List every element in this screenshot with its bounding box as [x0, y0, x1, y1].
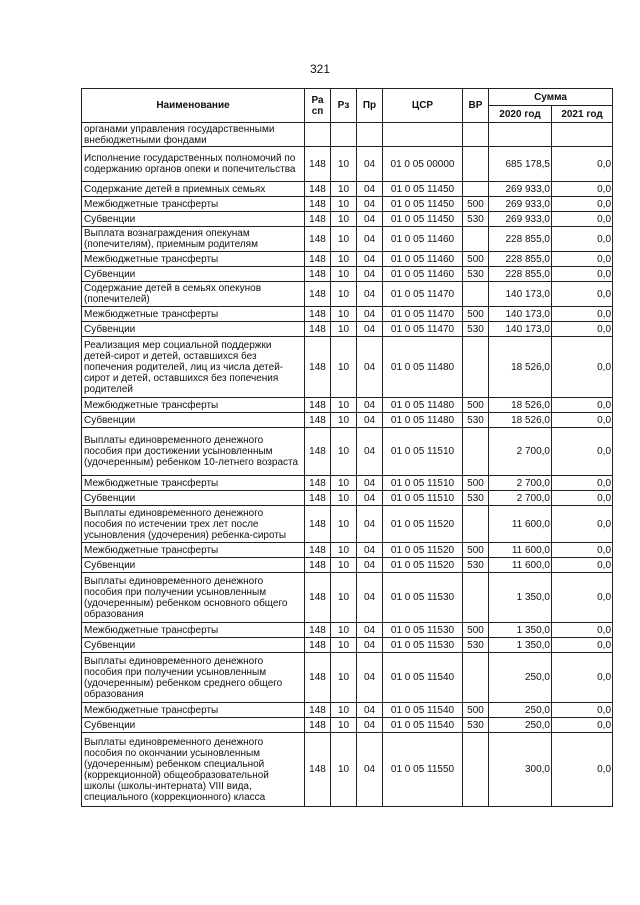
row-sum-2020: 2 700,0 [489, 476, 552, 491]
row-pr: 04 [357, 733, 383, 807]
row-sum-2020: 250,0 [489, 703, 552, 718]
row-rz: 10 [331, 212, 357, 227]
row-ra-sp [305, 123, 331, 147]
row-ra-sp: 148 [305, 428, 331, 476]
row-csr: 01 0 05 11510 [383, 476, 463, 491]
row-name: Субвенции [82, 558, 305, 573]
header-ra-sp: Ра сп [305, 89, 331, 123]
row-name: Межбюджетные трансферты [82, 623, 305, 638]
row-csr: 01 0 05 11450 [383, 197, 463, 212]
row-csr: 01 0 05 11520 [383, 558, 463, 573]
row-vr [463, 653, 489, 703]
row-name: Содержание детей в приемных семьях [82, 182, 305, 197]
row-ra-sp: 148 [305, 733, 331, 807]
row-sum-2020: 269 933,0 [489, 182, 552, 197]
header-vr: ВР [463, 89, 489, 123]
row-pr: 04 [357, 398, 383, 413]
row-pr: 04 [357, 476, 383, 491]
row-vr: 530 [463, 638, 489, 653]
row-sum-2020: 11 600,0 [489, 558, 552, 573]
row-rz [331, 123, 357, 147]
row-vr: 530 [463, 322, 489, 337]
row-name: органами управления государственными внебюджетными фондами [82, 123, 305, 147]
row-name: Субвенции [82, 638, 305, 653]
row-csr: 01 0 05 11450 [383, 182, 463, 197]
row-rz: 10 [331, 653, 357, 703]
header-summa: Сумма [489, 89, 613, 106]
row-rz: 10 [331, 623, 357, 638]
row-csr: 01 0 05 11530 [383, 638, 463, 653]
row-ra-sp: 148 [305, 623, 331, 638]
header-pr: Пр [357, 89, 383, 123]
row-csr: 01 0 05 11470 [383, 307, 463, 322]
table-row [82, 182, 613, 197]
row-rz: 10 [331, 227, 357, 252]
row-sum-2021: 0,0 [552, 638, 613, 653]
row-sum-2021: 0,0 [552, 147, 613, 182]
table-row [82, 543, 613, 558]
row-vr [463, 573, 489, 623]
row-ra-sp: 148 [305, 573, 331, 623]
row-name: Межбюджетные трансферты [82, 252, 305, 267]
row-csr: 01 0 05 11480 [383, 413, 463, 428]
row-sum-2021: 0,0 [552, 718, 613, 733]
row-vr: 530 [463, 413, 489, 428]
row-csr: 01 0 05 11520 [383, 543, 463, 558]
table-row [82, 703, 613, 718]
row-rz: 10 [331, 282, 357, 307]
row-ra-sp: 148 [305, 476, 331, 491]
row-sum-2021: 0,0 [552, 413, 613, 428]
row-sum-2021: 0,0 [552, 558, 613, 573]
row-sum-2020: 1 350,0 [489, 638, 552, 653]
row-ra-sp: 148 [305, 147, 331, 182]
row-sum-2021: 0,0 [552, 267, 613, 282]
row-rz: 10 [331, 638, 357, 653]
row-ra-sp: 148 [305, 197, 331, 212]
table-row [82, 398, 613, 413]
row-sum-2020 [489, 123, 552, 147]
table-row [82, 491, 613, 506]
row-pr: 04 [357, 558, 383, 573]
row-pr: 04 [357, 638, 383, 653]
row-name: Выплаты единовременного денежного пособия по окончании усыновленным (удочеренным) ребенком специальной (коррекционной) общеобразовательной школы (школы-интерната) VIII вида, специального (коррекционного) класса [82, 733, 305, 807]
row-pr: 04 [357, 623, 383, 638]
table-row [82, 212, 613, 227]
row-sum-2020: 1 350,0 [489, 623, 552, 638]
row-sum-2020: 11 600,0 [489, 506, 552, 543]
row-csr [383, 123, 463, 147]
row-name: Выплаты единовременного денежного пособия при достижении усыновленным (удочеренным) ребенком 10-летнего возраста [82, 428, 305, 476]
header-csr: ЦСР [383, 89, 463, 123]
row-vr [463, 337, 489, 398]
row-name: Реализация мер социальной поддержки детей-сирот и детей, оставшихся без попечения родителей, лиц из числа детей-сирот и детей, оставшихся без попечения родителей [82, 337, 305, 398]
table-row [82, 653, 613, 703]
row-sum-2021: 0,0 [552, 733, 613, 807]
row-pr: 04 [357, 252, 383, 267]
row-vr: 500 [463, 307, 489, 322]
row-vr: 500 [463, 623, 489, 638]
row-pr: 04 [357, 413, 383, 428]
table-row [82, 197, 613, 212]
row-sum-2020: 140 173,0 [489, 282, 552, 307]
row-sum-2021: 0,0 [552, 227, 613, 252]
row-ra-sp: 148 [305, 337, 331, 398]
row-vr: 500 [463, 252, 489, 267]
row-pr: 04 [357, 182, 383, 197]
table-row [82, 476, 613, 491]
row-pr: 04 [357, 267, 383, 282]
row-csr: 01 0 05 11530 [383, 573, 463, 623]
row-vr [463, 182, 489, 197]
row-ra-sp: 148 [305, 558, 331, 573]
row-name: Исполнение государственных полномочий по содержанию органов опеки и попечительства [82, 147, 305, 182]
row-ra-sp: 148 [305, 506, 331, 543]
row-ra-sp: 148 [305, 182, 331, 197]
table-row [82, 147, 613, 182]
row-csr: 01 0 05 11460 [383, 252, 463, 267]
row-name: Субвенции [82, 212, 305, 227]
row-vr [463, 123, 489, 147]
table-row [82, 337, 613, 398]
row-sum-2021: 0,0 [552, 212, 613, 227]
row-sum-2021: 0,0 [552, 282, 613, 307]
row-vr: 500 [463, 543, 489, 558]
row-rz: 10 [331, 252, 357, 267]
row-ra-sp: 148 [305, 638, 331, 653]
row-name: Межбюджетные трансферты [82, 543, 305, 558]
row-name: Межбюджетные трансферты [82, 398, 305, 413]
table-row [82, 282, 613, 307]
row-sum-2021 [552, 123, 613, 147]
row-pr: 04 [357, 718, 383, 733]
row-pr: 04 [357, 703, 383, 718]
row-ra-sp: 148 [305, 398, 331, 413]
table-row [82, 428, 613, 476]
row-csr: 01 0 05 11450 [383, 212, 463, 227]
row-vr: 500 [463, 476, 489, 491]
row-pr: 04 [357, 322, 383, 337]
row-sum-2020: 140 173,0 [489, 322, 552, 337]
row-ra-sp: 148 [305, 653, 331, 703]
row-rz: 10 [331, 543, 357, 558]
row-sum-2020: 250,0 [489, 718, 552, 733]
row-csr: 01 0 05 11540 [383, 653, 463, 703]
row-pr [357, 123, 383, 147]
row-name: Субвенции [82, 267, 305, 282]
row-rz: 10 [331, 733, 357, 807]
row-pr: 04 [357, 307, 383, 322]
row-rz: 10 [331, 197, 357, 212]
row-sum-2021: 0,0 [552, 182, 613, 197]
row-vr [463, 733, 489, 807]
row-ra-sp: 148 [305, 491, 331, 506]
row-vr [463, 506, 489, 543]
row-sum-2020: 228 855,0 [489, 267, 552, 282]
row-csr: 01 0 05 11530 [383, 623, 463, 638]
row-csr: 01 0 05 11540 [383, 718, 463, 733]
table-row [82, 623, 613, 638]
table-row [82, 123, 613, 147]
row-sum-2021: 0,0 [552, 398, 613, 413]
row-pr: 04 [357, 147, 383, 182]
row-sum-2021: 0,0 [552, 491, 613, 506]
row-vr: 530 [463, 212, 489, 227]
row-csr: 01 0 05 11510 [383, 491, 463, 506]
row-rz: 10 [331, 182, 357, 197]
row-sum-2021: 0,0 [552, 653, 613, 703]
row-rz: 10 [331, 558, 357, 573]
row-rz: 10 [331, 476, 357, 491]
row-csr: 01 0 05 11470 [383, 322, 463, 337]
row-rz: 10 [331, 413, 357, 428]
row-ra-sp: 148 [305, 543, 331, 558]
row-name: Выплаты единовременного денежного пособия по истечении трех лет после усыновления (удочерения) ребенка-сироты [82, 506, 305, 543]
row-ra-sp: 148 [305, 282, 331, 307]
row-sum-2020: 228 855,0 [489, 252, 552, 267]
row-ra-sp: 148 [305, 307, 331, 322]
row-vr: 530 [463, 491, 489, 506]
row-csr: 01 0 05 11470 [383, 282, 463, 307]
row-csr: 01 0 05 11550 [383, 733, 463, 807]
row-csr: 01 0 05 11480 [383, 398, 463, 413]
row-pr: 04 [357, 543, 383, 558]
row-sum-2021: 0,0 [552, 322, 613, 337]
row-sum-2021: 0,0 [552, 623, 613, 638]
row-sum-2020: 1 350,0 [489, 573, 552, 623]
budget-table [81, 88, 613, 807]
row-sum-2020: 250,0 [489, 653, 552, 703]
row-pr: 04 [357, 491, 383, 506]
row-name: Межбюджетные трансферты [82, 476, 305, 491]
row-pr: 04 [357, 337, 383, 398]
table-row [82, 307, 613, 322]
row-sum-2020: 2 700,0 [489, 428, 552, 476]
table-body [82, 123, 613, 807]
row-ra-sp: 148 [305, 322, 331, 337]
row-sum-2021: 0,0 [552, 476, 613, 491]
row-vr: 530 [463, 558, 489, 573]
row-ra-sp: 148 [305, 267, 331, 282]
row-ra-sp: 148 [305, 252, 331, 267]
row-vr [463, 227, 489, 252]
table-row [82, 413, 613, 428]
row-rz: 10 [331, 718, 357, 733]
row-sum-2020: 269 933,0 [489, 212, 552, 227]
row-csr: 01 0 05 11510 [383, 428, 463, 476]
row-pr: 04 [357, 282, 383, 307]
header-name: Наименование [82, 89, 305, 123]
table-row [82, 252, 613, 267]
row-sum-2021: 0,0 [552, 197, 613, 212]
row-sum-2020: 228 855,0 [489, 227, 552, 252]
row-rz: 10 [331, 491, 357, 506]
row-rz: 10 [331, 307, 357, 322]
header-2020: 2020 год [489, 106, 552, 123]
row-rz: 10 [331, 398, 357, 413]
row-rz: 10 [331, 703, 357, 718]
row-rz: 10 [331, 506, 357, 543]
row-sum-2020: 269 933,0 [489, 197, 552, 212]
row-sum-2020: 18 526,0 [489, 413, 552, 428]
row-vr: 530 [463, 267, 489, 282]
row-rz: 10 [331, 147, 357, 182]
row-name: Субвенции [82, 322, 305, 337]
row-csr: 01 0 05 11540 [383, 703, 463, 718]
table-row [82, 733, 613, 807]
row-sum-2020: 300,0 [489, 733, 552, 807]
row-sum-2021: 0,0 [552, 337, 613, 398]
row-ra-sp: 148 [305, 718, 331, 733]
row-sum-2020: 685 178,5 [489, 147, 552, 182]
row-sum-2021: 0,0 [552, 703, 613, 718]
table-row [82, 322, 613, 337]
row-vr [463, 147, 489, 182]
row-rz: 10 [331, 267, 357, 282]
row-vr [463, 428, 489, 476]
row-name: Выплаты единовременного денежного пособия при получении усыновленным (удочеренным) ребенком основного общего образования [82, 573, 305, 623]
row-vr: 500 [463, 398, 489, 413]
row-name: Межбюджетные трансферты [82, 703, 305, 718]
row-vr: 530 [463, 718, 489, 733]
row-sum-2020: 2 700,0 [489, 491, 552, 506]
row-sum-2021: 0,0 [552, 307, 613, 322]
row-sum-2020: 18 526,0 [489, 337, 552, 398]
row-vr: 500 [463, 197, 489, 212]
row-sum-2020: 18 526,0 [489, 398, 552, 413]
row-name: Содержание детей в семьях опекунов (попечителей) [82, 282, 305, 307]
row-csr: 01 0 05 11460 [383, 267, 463, 282]
row-rz: 10 [331, 337, 357, 398]
table-row [82, 267, 613, 282]
row-name: Субвенции [82, 491, 305, 506]
row-pr: 04 [357, 197, 383, 212]
row-name: Субвенции [82, 718, 305, 733]
row-ra-sp: 148 [305, 212, 331, 227]
row-vr [463, 282, 489, 307]
row-sum-2021: 0,0 [552, 506, 613, 543]
header-2021: 2021 год [552, 106, 613, 123]
row-rz: 10 [331, 322, 357, 337]
row-name: Выплата вознаграждения опекунам (попечителям), приемным родителям [82, 227, 305, 252]
row-rz: 10 [331, 428, 357, 476]
row-sum-2021: 0,0 [552, 573, 613, 623]
table-row [82, 227, 613, 252]
row-pr: 04 [357, 573, 383, 623]
row-pr: 04 [357, 212, 383, 227]
row-sum-2021: 0,0 [552, 252, 613, 267]
row-ra-sp: 148 [305, 413, 331, 428]
row-csr: 01 0 05 11520 [383, 506, 463, 543]
table-row [82, 638, 613, 653]
row-sum-2021: 0,0 [552, 428, 613, 476]
row-pr: 04 [357, 506, 383, 543]
table-row [82, 558, 613, 573]
row-vr: 500 [463, 703, 489, 718]
page-number: 321 [309, 62, 331, 76]
table-row [82, 573, 613, 623]
row-pr: 04 [357, 653, 383, 703]
row-ra-sp: 148 [305, 703, 331, 718]
row-name: Субвенции [82, 413, 305, 428]
header-rz: Рз [331, 89, 357, 123]
row-pr: 04 [357, 227, 383, 252]
row-sum-2020: 11 600,0 [489, 543, 552, 558]
row-csr: 01 0 05 11460 [383, 227, 463, 252]
row-name: Выплаты единовременного денежного пособия при получении усыновленным (удочеренным) ребенком среднего общего образования [82, 653, 305, 703]
row-pr: 04 [357, 428, 383, 476]
row-csr: 01 0 05 11480 [383, 337, 463, 398]
row-csr: 01 0 05 00000 [383, 147, 463, 182]
row-name: Межбюджетные трансферты [82, 197, 305, 212]
row-rz: 10 [331, 573, 357, 623]
row-sum-2021: 0,0 [552, 543, 613, 558]
row-ra-sp: 148 [305, 227, 331, 252]
table-row [82, 718, 613, 733]
row-sum-2020: 140 173,0 [489, 307, 552, 322]
row-name: Межбюджетные трансферты [82, 307, 305, 322]
table-row [82, 506, 613, 543]
